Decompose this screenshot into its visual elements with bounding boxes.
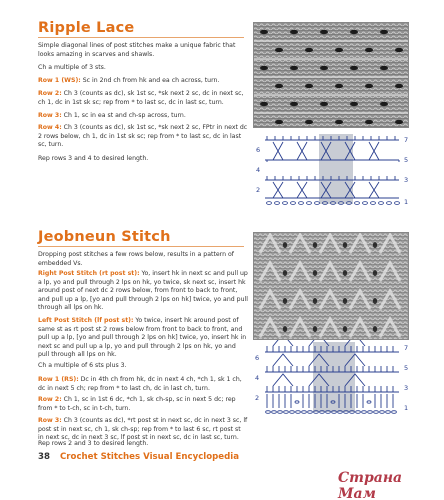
jeobneun-row-num-5: 5 [404, 364, 409, 372]
ripple-row-3-text: Ch 1, sc in ea st and ch-sp across, turn. [61, 112, 186, 119]
ripple-row-4-label: Row 4: [38, 124, 62, 131]
site-watermark: Страна Мам [338, 470, 403, 500]
ripple-row-2 [38, 90, 248, 107]
jeobneun-row-2 [38, 396, 248, 413]
ripple-row-num-4: 4 [256, 166, 261, 174]
jeobneun-row-num-7: 7 [404, 344, 409, 352]
jeobneun-intro: Dropping post stitches a few rows below, results in a pattern of embedded Vs. [38, 251, 234, 267]
jeobneun-row-3-label: Row 3: [38, 417, 62, 424]
jeobneun-repeat: Rep rows 2 and 3 to desired length. [38, 440, 149, 447]
ripple-row-3-label: Row 3: [38, 112, 62, 119]
ripple-lace-swatch-photo [253, 22, 409, 128]
book-title: Crochet Stitches Visual Encyclopedia [60, 452, 240, 462]
ripple-row-num-3: 3 [404, 176, 409, 184]
jeobneun-rps [38, 270, 248, 313]
ripple-row-4 [38, 124, 248, 150]
jeobneun-row-3 [38, 417, 248, 443]
jeobneun-lps-label: Left Post Stitch (lf post st): [38, 317, 134, 324]
ripple-row-num-1: 1 [404, 198, 409, 206]
jeobneun-row-2-text: Ch 1, sc in 1st 6 dc, *ch 1, sk ch-sp, sc in next 5 dc; rep from * to t-ch, sc in t-ch, turn. [38, 396, 236, 412]
ripple-lace-stitch-diagram [253, 132, 413, 210]
jeobneun-swatch-photo [253, 232, 409, 340]
ripple-row-num-6: 6 [256, 146, 261, 154]
ripple-intro: Simple diagonal lines of post stitches make a unique fabric that looks amazing in scarves and shawls. [38, 42, 236, 58]
ripple-lace-title: Ripple Lace [38, 20, 135, 36]
jeobneun-swatch-graphic [254, 233, 409, 340]
ripple-row-num-7: 7 [404, 136, 409, 144]
ripple-multiple: Ch a multiple of 3 sts. [38, 64, 106, 71]
ripple-repeat: Rep rows 3 and 4 to desired length. [38, 155, 149, 162]
jeobneun-row-num-6: 6 [255, 354, 260, 362]
ripple-diagram-graphic [253, 132, 413, 210]
jeobneun-row-1-text: Dc in 4th ch from hk, dc in next 4 ch, *ch 1, sk 1 ch, dc in next 5 ch; rep from * to last ch, dc in last ch, turn. [38, 376, 242, 392]
jeobneun-diagram-graphic [253, 340, 413, 418]
jeobneun-title-rule [38, 246, 244, 247]
jeobneun-row-num-3: 3 [404, 384, 409, 392]
jeobneun-row-num-4: 4 [255, 374, 260, 382]
jeobneun-row-3-text: Ch 3 (counts as dc), *rt post st in next sc, dc in next 3 sc, lf post st in next sc, ch 1, sk ch-sp; rep from * to last 6 sc, rt post st in next sc, dc in next 3 sc, lf post st in next sc, dc in last sc, turn. [38, 417, 248, 442]
jeobneun-rps-text: Yo, insert hk in next sc and pull up a lp, yo and pull through 2 lps on hk, yo twice, sk next sc, insert hk around post of next dc 2 rows below, from front to back to front, and pull up a lp, [yo and pull through 2 lps on hk] twice, yo and pull through all lps on hk. [38, 270, 248, 312]
ripple-row-2-text: Ch 3 (counts as dc), sk 1st sc, *sk next 2 sc, dc in next sc, ch 1, dc in 1st sk sc; rep from * to last sc, dc in last sc, turn. [38, 90, 244, 106]
jeobneun-multiple: Ch a multiple of 6 sts plus 3. [38, 362, 127, 369]
jeobneun-row-1-label: Row 1 (RS): [38, 376, 79, 383]
jeobneun-row-num-2: 2 [255, 394, 260, 402]
jeobneun-lps-text: Yo twice, insert hk around post of same st as rt post st 2 rows below from front to back to front, and pull up a lp, [yo and pull through 2 lps on hk] twice, yo, insert hk in next sc and pull up a lp, yo and pull through 2 lps on hk, yo and pull through all lps on hk. [38, 317, 247, 359]
ripple-swatch-graphic [254, 23, 409, 128]
ripple-row-2-label: Row 2: [38, 90, 62, 97]
jeobneun-rps-label: Right Post Stitch (rt post st): [38, 270, 140, 277]
ripple-row-1 [38, 77, 248, 86]
jeobneun-lps [38, 317, 248, 360]
ripple-title-rule [38, 37, 244, 38]
ripple-row-3 [38, 112, 248, 121]
jeobneun-stitch-diagram [253, 340, 413, 418]
jeobneun-row-2-label: Row 2: [38, 396, 62, 403]
jeobneun-row-1 [38, 376, 248, 393]
ripple-row-4-text: Ch 3 (counts as dc), sk 1st sc, *sk next 2 sc, FPtr in next dc 2 rows below, ch 1, dc in 1st sk sc; rep from * to last sc, dc in last sc, turn. [38, 124, 248, 149]
ripple-row-1-text: Sc in 2nd ch from hk and ea ch across, turn. [80, 77, 220, 84]
jeobneun-row-num-1: 1 [404, 404, 409, 412]
page-number: 38 [38, 452, 50, 462]
ripple-row-1-label: Row 1 (WS): [38, 77, 81, 84]
jeobneun-stitch-title: Jeobneun Stitch [38, 229, 171, 245]
ripple-row-num-5: 5 [404, 156, 409, 164]
ripple-row-num-2: 2 [256, 186, 261, 194]
